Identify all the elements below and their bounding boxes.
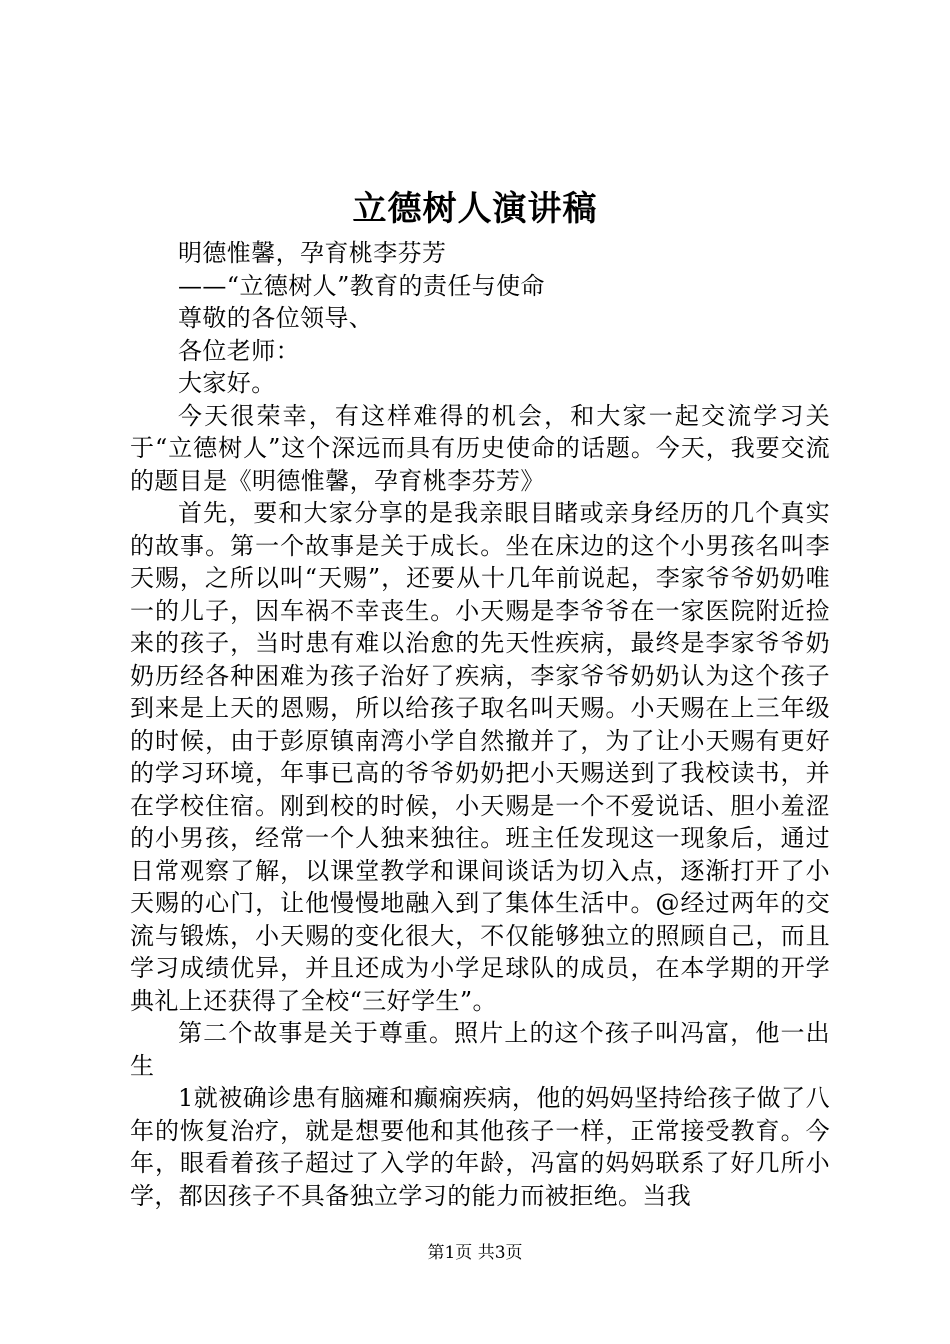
greeting: 大家好。 <box>178 369 276 397</box>
paragraph-intro: 今天很荣幸，有这样难得的机会，和大家一起交流学习关于“立德树人”这个深远而具有历史使命的话题。今天，我要交流的题目是《明德惟馨，孕育桃李芬芳》 <box>130 401 830 495</box>
paragraph-story-two-continued: 1就被确诊患有脑瘫和癫痫疾病，他的妈妈坚持给孩子做了八年的恢复治疗，就是想要他和其他孩子一样，正常接受教育。今年，眼看着孩子超过了入学的年龄，冯富的妈妈联系了好几所小学，都因孩子不具备独立学习的能力而被拒绝。当我 <box>130 1084 830 1210</box>
document-title: 立德树人演讲稿 <box>352 189 598 229</box>
subtitle-line: 明德惟馨，孕育桃李芬芳 <box>178 239 447 267</box>
page-footer: 第1页 共3页 <box>427 1243 523 1263</box>
salutation-teachers: 各位老师： <box>178 336 300 365</box>
document-body <box>130 237 830 1212</box>
subtitle-theme: ——“立德树人”教育的责任与使命 <box>178 271 545 300</box>
salutation-leaders: 尊敬的各位领导、 <box>178 304 374 332</box>
paragraph-story-one: 首先，要和大家分享的是我亲眼目睹或亲身经历的几个真实的故事。第一个故事是关于成长。坐在床边的这个小男孩名叫李天赐，之所以叫“天赐”，还要从十几年前说起，李家爷爷奶奶唯一的儿子，因车祸不幸丧生。小天赐是李爷爷在一家医院附近捡来的孩子，当时患有难以治愈的先天性疾病，最终是李家爷爷奶奶历经各种困难为孩子治好了疾病，李家爷爷奶奶认为这个孩子到来是上天的恩赐，所以给孩子取名叫天赐。小天赐在上三年级的时候，由于彭原镇南湾小学自然撤并了，为了让小天赐有更好的学习环境，年事已高的爷爷奶奶把小天赐送到了我校读书，并在学校住宿。刚到校的时候，小天赐是一个不爱说话、胆小羞涩的小男孩，经常一个人独来独往。班主任发现这一现象后，通过日常观察了解，以课堂教学和课间谈话为切入点，逐渐打开了小天赐的心门，让他慢慢地融入到了集体生活中。@经过两年的交流与锻炼，小天赐的变化很大，不仅能够独立的照顾自己，而且学习成绩优异，并且还成为小学足球队的成员，在本学期的开学典礼上还获得了全校“三好学生”。 <box>130 499 830 1015</box>
paragraph-story-two: 第二个故事是关于尊重。照片上的这个孩子叫冯富，他一出生 <box>130 1019 830 1080</box>
